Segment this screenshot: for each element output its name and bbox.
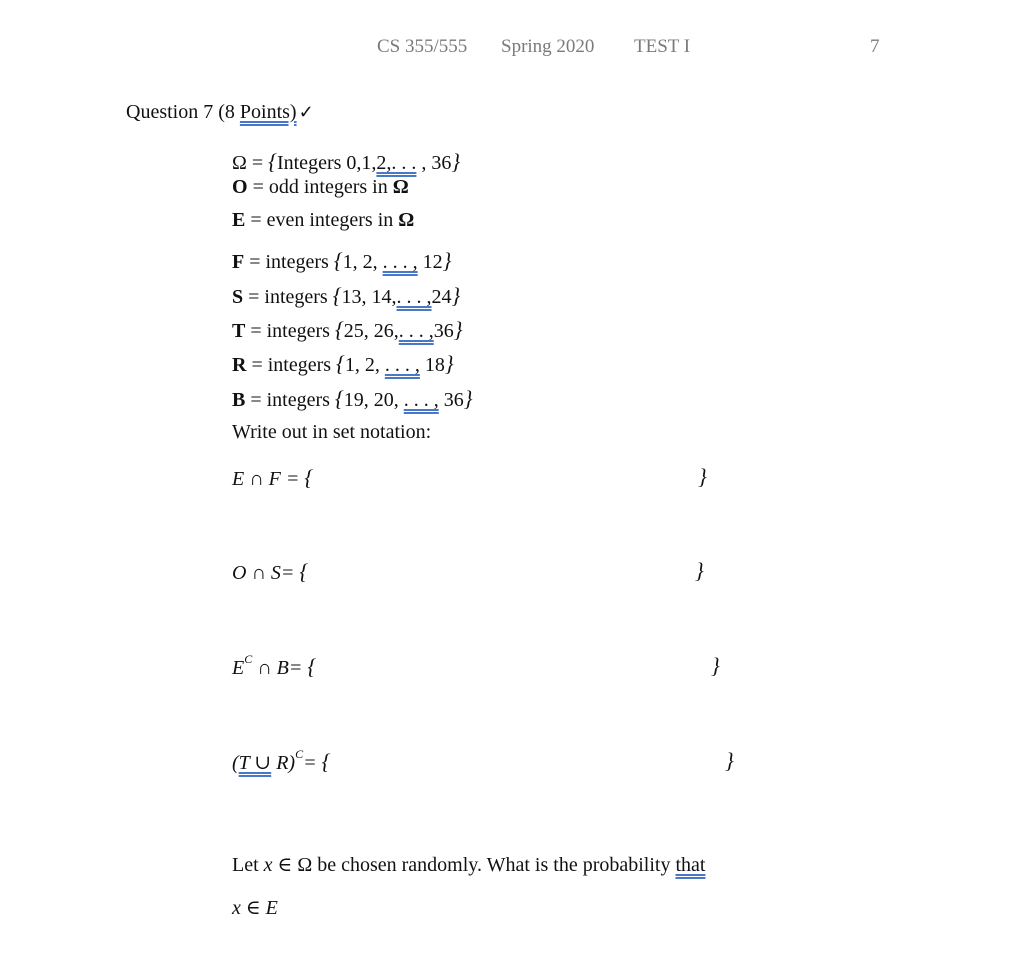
even-definition: E = even integers in Ω: [232, 209, 415, 231]
probability-question: Let x ∈ Ω be chosen randomly. What is the probability that: [232, 854, 706, 876]
answer-e-intersect-f-close: }: [698, 464, 707, 489]
question-title: [126, 101, 314, 124]
points-word: Points): [239, 101, 297, 123]
header-term: Spring 2020: [501, 36, 595, 57]
answer-t-union-r-complement-expr: (T ∪ R)$^C$= {: [232, 747, 331, 774]
answer-o-intersect-s-close: }: [695, 558, 704, 583]
set-b-definition: B = integers {19, 20, . . . , 36}: [232, 386, 473, 411]
page-number: 7: [870, 36, 880, 57]
question-label: Question 7 (8: [126, 101, 235, 123]
set-r-definition: R = integers {1, 2, . . . , 18}: [232, 351, 454, 376]
header-test: TEST I: [634, 36, 691, 57]
answer-ec-intersect-b-close: }: [711, 653, 720, 678]
answer-t-union-r-complement-close: }: [725, 748, 734, 773]
answer-ec-intersect-b-expr: $E^C$ ∩ B= {: [232, 652, 317, 679]
set-f-definition: F = integers {1, 2, . . . , 12}: [232, 248, 452, 273]
odd-definition: O = odd integers in Ω: [232, 176, 409, 198]
omega-definition: Ω = {Integers 0,1,2,. . . , 36}: [232, 149, 461, 174]
instruction: Write out in set notation:: [232, 421, 432, 443]
probability-condition: x ∈ E: [232, 897, 278, 919]
set-s-definition: S = integers {13, 14,. . . ,24}: [232, 283, 461, 308]
set-t-definition: T = integers {25, 26,. . . ,36}: [232, 317, 463, 342]
answer-e-intersect-f-expr: E ∩ F = {: [232, 465, 314, 490]
header-course: CS 355/555: [377, 36, 468, 57]
check-mark-icon: ✓: [298, 102, 314, 122]
answer-o-intersect-s-expr: O ∩ S= {: [232, 559, 309, 584]
